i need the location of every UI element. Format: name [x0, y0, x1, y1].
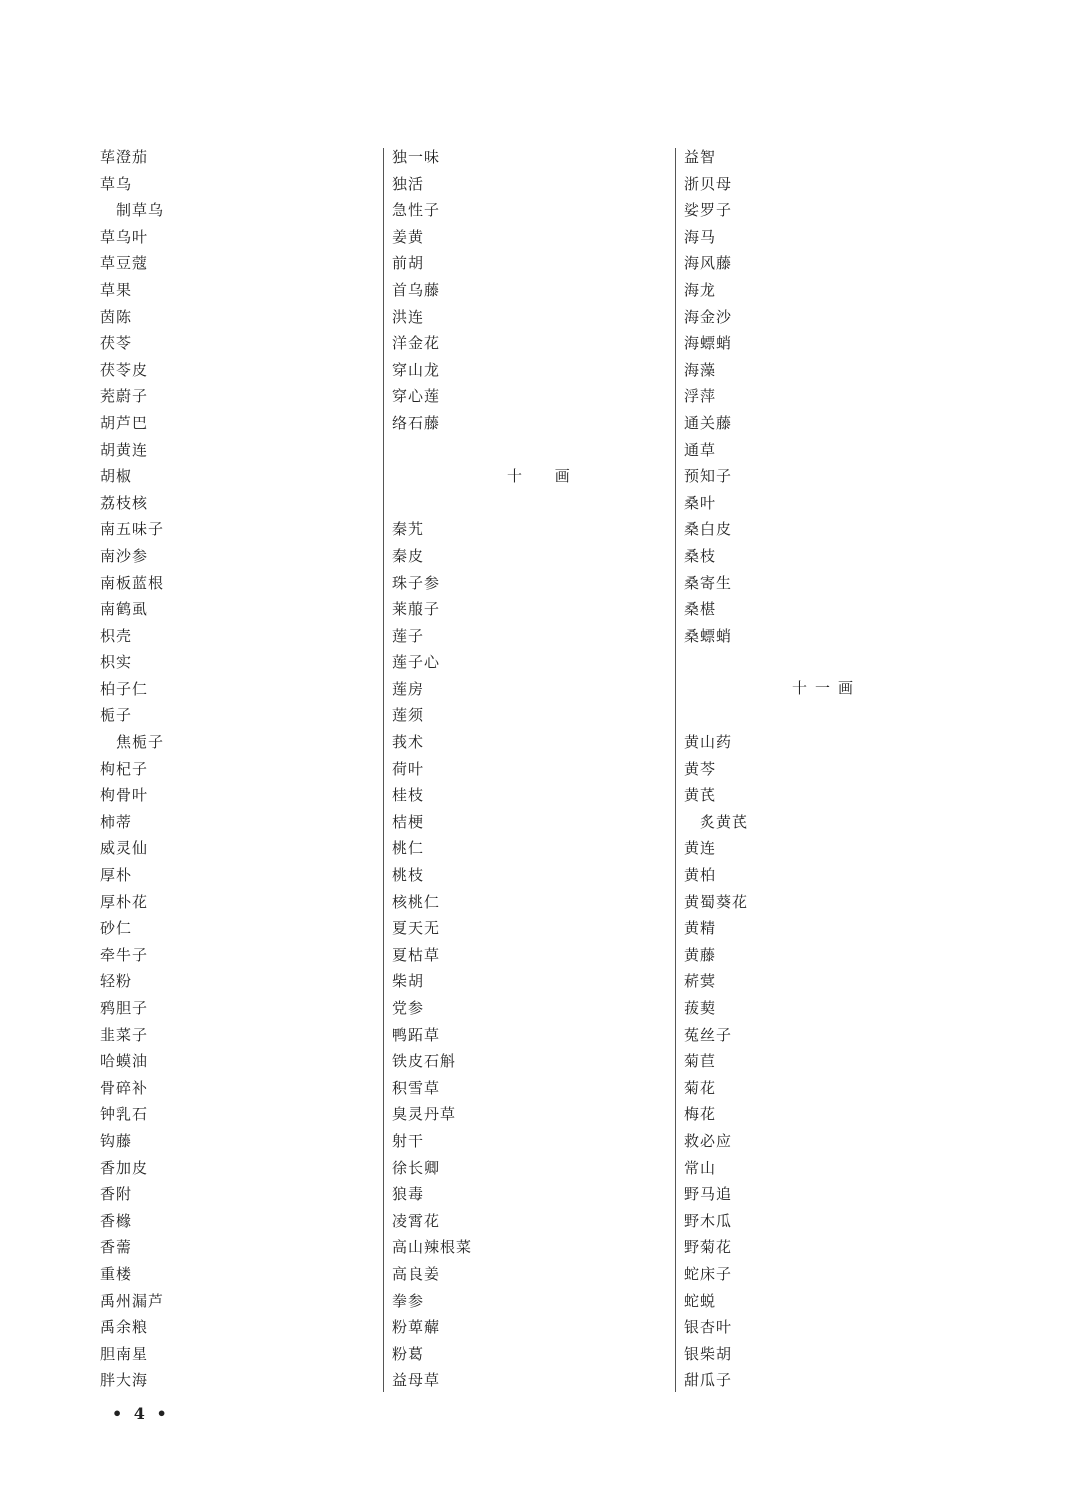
index-entry: 桑白皮	[684, 520, 733, 539]
index-entry: 重楼	[100, 1264, 133, 1283]
index-entry: 秦艽	[392, 520, 425, 539]
index-entry: 南板蓝根	[100, 573, 165, 592]
index-entry: 荔枝核	[100, 493, 149, 512]
index-entry: 前胡	[392, 254, 425, 273]
index-entry: 姜黄	[392, 227, 425, 246]
index-entry: 救必应	[684, 1131, 733, 1150]
index-entry: 珠子参	[392, 573, 441, 592]
index-entry: 穿山龙	[392, 360, 441, 379]
index-entry: 胡黄连	[100, 440, 149, 459]
index-entry: 海金沙	[684, 307, 733, 326]
index-entry: 柏子仁	[100, 679, 149, 698]
index-entry: 核桃仁	[392, 892, 441, 911]
index-entry: 穿心莲	[392, 387, 441, 406]
column-divider-right	[675, 148, 676, 1392]
index-entry: 粉葛	[392, 1344, 425, 1363]
index-entry: 洋金花	[392, 334, 441, 353]
index-entry: 银杏叶	[684, 1318, 733, 1337]
index-entry: 积雪草	[392, 1078, 441, 1097]
index-entry: 砂仁	[100, 919, 133, 938]
index-entry: 草乌	[100, 174, 133, 193]
index-entry: 鸭跖草	[392, 1025, 441, 1044]
index-entry: 射干	[392, 1131, 425, 1150]
index-column-2	[392, 144, 662, 1394]
index-entry: 枸骨叶	[100, 786, 149, 805]
index-entry: 急性子	[392, 201, 441, 220]
index-entry: 轻粉	[100, 972, 133, 991]
index-entry: 荜澄茄	[100, 148, 149, 166]
index-entry: 益智	[684, 148, 717, 166]
index-entry: 栀子	[100, 706, 133, 725]
index-entry: 桑寄生	[684, 573, 733, 592]
index-entry: 夏天无	[392, 919, 441, 938]
stroke-heading-ten: 十 画	[507, 466, 584, 485]
index-entry: 通草	[684, 440, 717, 459]
index-entry: 银柴胡	[684, 1344, 733, 1363]
index-entry: 铁皮石斛	[392, 1052, 457, 1071]
index-entry: 哈蟆油	[100, 1052, 149, 1071]
index-entry: 黄蜀葵花	[684, 892, 749, 911]
index-entry: 海龙	[684, 280, 717, 299]
index-entry: 党参	[392, 999, 425, 1018]
index-entry: 莲子心	[392, 653, 441, 672]
index-entry: 预知子	[684, 467, 733, 486]
index-entry: 胡椒	[100, 467, 133, 486]
index-entry: 娑罗子	[684, 201, 733, 220]
index-entry: 野马追	[684, 1185, 733, 1204]
index-entry: 草乌叶	[100, 227, 149, 246]
index-entry: 黄柏	[684, 866, 717, 885]
index-entry: 桃仁	[392, 839, 425, 858]
index-entry: 浮萍	[684, 387, 717, 406]
index-entry: 枳实	[100, 653, 133, 672]
index-entry: 臭灵丹草	[392, 1105, 457, 1124]
index-entry: 狼毒	[392, 1185, 425, 1204]
column-divider-left	[383, 148, 384, 1392]
index-entry: 莲房	[392, 679, 425, 698]
index-entry: 蛇床子	[684, 1264, 733, 1283]
index-entry: 菟丝子	[684, 1025, 733, 1044]
index-entry: 甜瓜子	[684, 1371, 733, 1390]
index-entry: 黄藤	[684, 945, 717, 964]
index-entry: 莲须	[392, 706, 425, 725]
index-entry: 茺蔚子	[100, 387, 149, 406]
index-entry: 南鹤虱	[100, 600, 149, 619]
index-entry: 茵陈	[100, 307, 133, 326]
index-entry: 首乌藤	[392, 280, 441, 299]
index-entry: 胆南星	[100, 1344, 149, 1363]
index-entry: 高良姜	[392, 1264, 441, 1283]
index-entry: 络石藤	[392, 413, 441, 432]
index-entry: 柿蒂	[100, 812, 133, 831]
index-entry: 黄连	[684, 839, 717, 858]
index-entry: 胡芦巴	[100, 413, 149, 432]
index-entry: 炙黄芪	[700, 812, 749, 831]
index-entry: 凌霄花	[392, 1211, 441, 1230]
index-entry: 厚朴	[100, 866, 133, 885]
index-entry: 厚朴花	[100, 892, 149, 911]
page-number: • 4 •	[112, 1404, 170, 1423]
index-entry: 常山	[684, 1158, 717, 1177]
index-entry: 草豆蔻	[100, 254, 149, 273]
index-entry: 通关藤	[684, 413, 733, 432]
index-entry: 胖大海	[100, 1371, 149, 1390]
stroke-heading-eleven: 十一画	[792, 679, 862, 698]
index-entry: 黄山药	[684, 733, 733, 752]
index-entry: 海马	[684, 227, 717, 246]
index-entry: 夏枯草	[392, 945, 441, 964]
index-entry: 韭菜子	[100, 1025, 149, 1044]
index-entry: 桑椹	[684, 600, 717, 619]
index-entry: 桃枝	[392, 866, 425, 885]
index-entry: 桂枝	[392, 786, 425, 805]
index-entry: 香薷	[100, 1238, 133, 1257]
index-entry: 鸦胆子	[100, 999, 149, 1017]
index-entry: 蛇蜕	[684, 1291, 717, 1310]
index-entry: 海藻	[684, 360, 717, 379]
index-entry: 焦栀子	[116, 733, 165, 752]
index-entry: 野菊花	[684, 1238, 733, 1257]
index-entry: 骨碎补	[100, 1078, 149, 1097]
index-entry: 粉萆薢	[392, 1318, 441, 1337]
index-entry: 荷叶	[392, 759, 425, 778]
index-entry: 桑螵蛸	[684, 626, 733, 645]
index-entry: 钟乳石	[100, 1105, 149, 1124]
index-entry: 浙贝母	[684, 174, 733, 193]
index-entry: 黄芪	[684, 786, 717, 805]
index-entry: 桑枝	[684, 546, 717, 565]
index-entry: 菊花	[684, 1078, 717, 1097]
index-entry: 菊苣	[684, 1052, 717, 1071]
index-entry: 香加皮	[100, 1158, 149, 1177]
index-entry: 茯苓	[100, 334, 133, 353]
index-entry: 香附	[100, 1185, 133, 1204]
index-entry: 莪术	[392, 733, 425, 752]
index-entry: 梅花	[684, 1105, 717, 1124]
index-entry: 南五味子	[100, 520, 165, 539]
index-entry: 桑叶	[684, 493, 717, 512]
index-entry: 莲子	[392, 626, 425, 645]
index-entry: 徐长卿	[392, 1158, 441, 1177]
index-entry: 香橼	[100, 1211, 133, 1230]
index-entry: 菝葜	[684, 999, 717, 1018]
index-entry: 益母草	[392, 1371, 441, 1390]
index-entry: 草果	[100, 280, 133, 299]
index-entry: 高山辣根菜	[392, 1238, 473, 1257]
index-entry: 枳壳	[100, 626, 133, 645]
index-entry: 独活	[392, 174, 425, 193]
index-entry: 秦皮	[392, 546, 425, 565]
index-entry: 海螵蛸	[684, 334, 733, 353]
index-entry: 茯苓皮	[100, 360, 149, 379]
index-column-1	[100, 144, 370, 1394]
index-entry: 海风藤	[684, 254, 733, 273]
index-entry: 拳参	[392, 1291, 425, 1310]
index-entry: 野木瓜	[684, 1211, 733, 1230]
index-entry: 独一味	[392, 148, 441, 166]
index-entry: 菥蓂	[684, 972, 717, 991]
index-entry: 桔梗	[392, 812, 425, 831]
index-entry: 柴胡	[392, 972, 425, 991]
index-entry: 枸杞子	[100, 759, 149, 778]
index-entry: 洪连	[392, 307, 425, 326]
index-entry: 禹余粮	[100, 1318, 149, 1337]
index-entry: 钩藤	[100, 1131, 133, 1150]
index-column-3	[684, 144, 984, 1394]
index-entry: 牵牛子	[100, 945, 149, 964]
index-entry: 黄精	[684, 919, 717, 938]
index-entry: 威灵仙	[100, 839, 149, 858]
index-entry: 黄芩	[684, 759, 717, 778]
index-entry: 制草乌	[116, 201, 165, 220]
index-entry: 禹州漏芦	[100, 1291, 165, 1310]
index-entry: 南沙参	[100, 546, 149, 565]
index-entry: 莱菔子	[392, 600, 441, 619]
